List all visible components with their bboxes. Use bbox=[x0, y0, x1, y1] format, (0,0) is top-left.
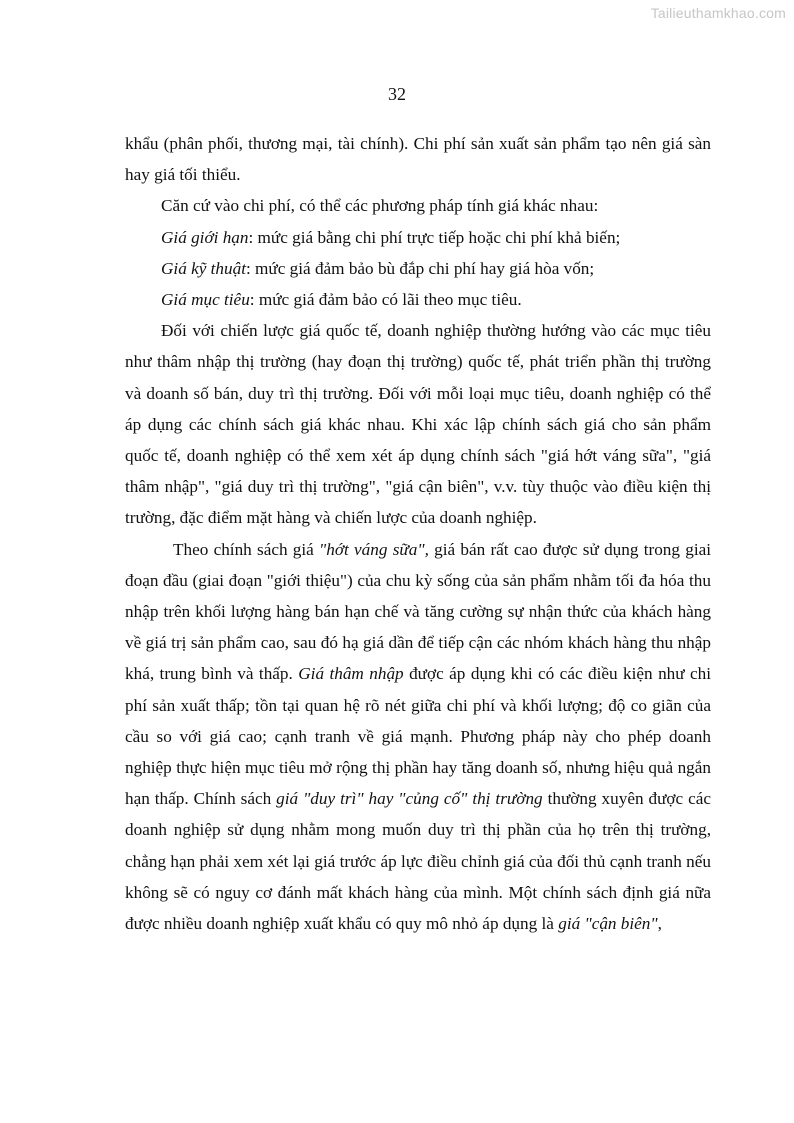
text-run: thường xuyên được các doanh nghiệp sử dụng nhằm mong muốn duy trì thị phần của họ trên thị trường, chẳng hạn phải xem xét lại giá trước áp lực điều chỉnh giá của đối thủ cạnh tranh nếu không sẽ có nguy cơ đánh mất khách hàng của mình. Một chính sách định giá nữa được nhiều doanh nghiệp xuất khẩu có quy mô nhỏ áp dụng là bbox=[125, 789, 712, 934]
term-gia-gioi-han: Giá giới hạn bbox=[161, 227, 249, 247]
watermark: Tailieuthamkhao.com bbox=[650, 5, 786, 21]
italic-run: giá "cận biên" bbox=[558, 914, 658, 934]
text-run: được áp dụng khi có các điều kiện như chi phí sản xuất thấp; tồn tại quan hệ rõ nét giữa chi phí và khối lượng; độ co giãn của cầu so với giá cao; cạnh tranh về giá mạnh. Phương pháp này cho phép doanh nghiệp thực hiện mục tiêu mở rộng thị phần hay tăng doanh số, nhưng hiệu quả ngắn hạn thấp. Chính sách bbox=[125, 664, 712, 809]
page-body bbox=[125, 128, 711, 939]
italic-run: giá "duy trì" hay "củng cố" thị trường bbox=[276, 789, 543, 809]
page-number: 32 bbox=[388, 84, 406, 104]
definition-text: : mức giá bằng chi phí trực tiếp hoặc chi phí khả biến; bbox=[248, 227, 621, 247]
paragraph-1: khẩu (phân phối, thương mại, tài chính). Chi phí sản xuất sản phẩm tạo nên giá sàn hay giá tối thiểu. bbox=[125, 134, 711, 185]
text-run: Theo chính sách giá bbox=[173, 539, 320, 559]
definition-text: : mức giá đảm bảo bù đắp chi phí hay giá hòa vốn; bbox=[245, 258, 595, 278]
paragraph-3 bbox=[125, 222, 711, 253]
term-gia-muc-tieu: Giá mục tiêu bbox=[161, 290, 250, 310]
definition-text: : mức giá đảm bảo có lãi theo mục tiêu. bbox=[249, 290, 522, 310]
paragraph-2: Căn cứ vào chi phí, có thể các phương pháp tính giá khác nhau: bbox=[161, 196, 599, 216]
paragraph-6: Đối với chiến lược giá quốc tế, doanh nghiệp thường hướng vào các mục tiêu như thâm nhập thị trường (hay đoạn thị trường) quốc tế, phát triển phần thị trường và doanh số bán, duy trì thị trường. Đối với mỗi loại mục tiêu, doanh nghiệp có thể áp dụng các chính sách giá khác nhau. Khi xác lập chính sách giá cho sản phẩm quốc tế, doanh nghiệp có thể xem xét áp dụng chính sách "giá hớt váng sữa", "giá thâm nhập", "giá duy trì thị trường", "giá cận biên", v.v. tùy thuộc vào điều kiện thị trường, đặc điểm mặt hàng và chiến lược của doanh nghiệp. bbox=[125, 321, 711, 528]
italic-run: Giá thâm nhập bbox=[298, 664, 404, 684]
paragraph-5 bbox=[125, 284, 711, 315]
paragraph-7 bbox=[125, 534, 711, 940]
paragraph-4 bbox=[125, 253, 711, 284]
term-gia-ky-thuat: Giá kỹ thuật bbox=[161, 258, 246, 278]
italic-run: "hớt váng sữa", bbox=[319, 539, 429, 559]
text-run: , bbox=[657, 914, 662, 934]
text-run: giá bán rất cao được sử dụng trong giai đoạn đầu (giai đoạn "giới thiệu") của chu kỳ sống của sản phẩm nhằm tối đa hóa thu nhập trên khối lượng hàng bán hạn chế và tăng cường sự nhận thức của khách hàng về giá trị sản phẩm cao, sau đó hạ giá dần để tiếp cận các nhóm khách hàng thu nhập khá, trung bình và thấp. bbox=[125, 539, 711, 684]
